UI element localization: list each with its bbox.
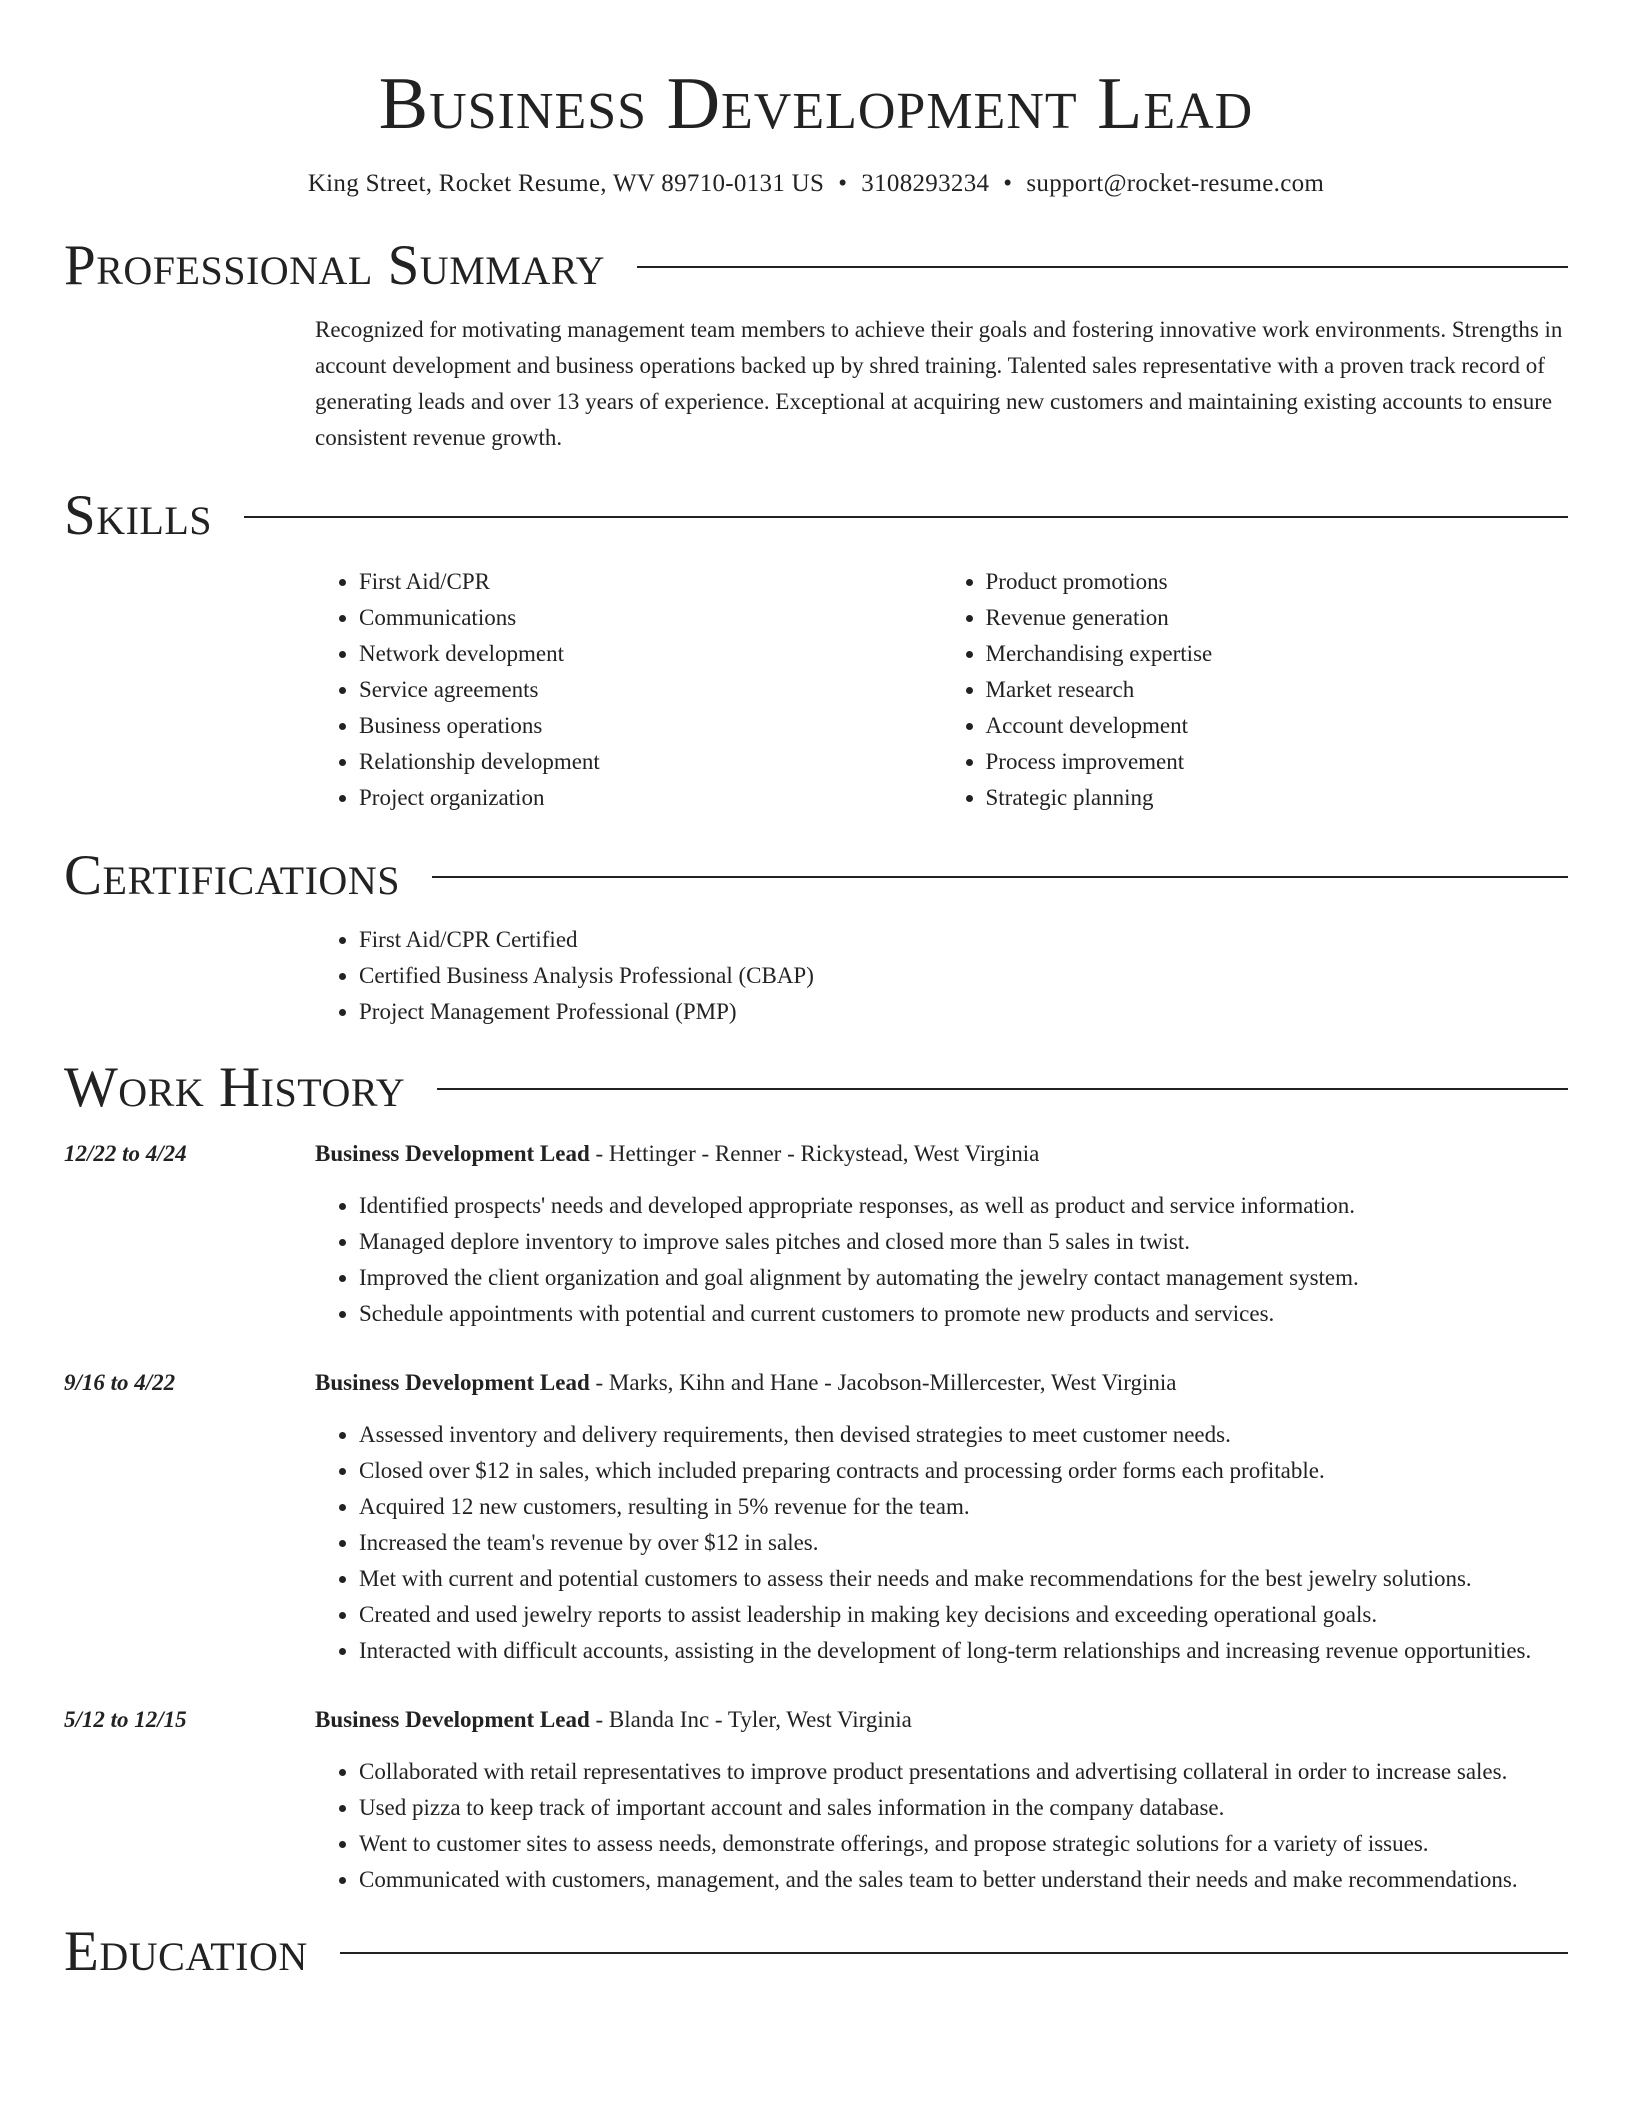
job-bullet: • Assessed inventory and delivery requirements, then devised strategies to meet customer needs. [359, 1417, 1568, 1453]
certifications-heading: Certifications [64, 844, 400, 907]
contact-address: King Street, Rocket Resume, WV 89710-0131 US [307, 170, 825, 197]
skill-item: • Communications [359, 600, 942, 636]
job-bullet: • Collaborated with retail representatives to improve product presentations and advertising collateral in order to increase sales. [359, 1754, 1568, 1790]
candidate-name: Business Development Lead [378, 63, 1254, 145]
job-bullets-wrap [315, 1754, 1568, 1898]
work-section-header [64, 1056, 1568, 1120]
skills-list-left [315, 564, 942, 816]
certifications-section-header [64, 844, 1568, 908]
job-title-line [315, 1702, 912, 1738]
section-divider [437, 1088, 1568, 1090]
skill-item: • Project organization [359, 780, 942, 816]
skill-item: • Product promotions [986, 564, 1569, 600]
job-bullet: • Met with current and potential customers to assess their needs and make recommendations for the best jewelry solutions. [359, 1561, 1568, 1597]
job-employer: - Marks, Kihn and Hane - Jacobson-Millercester, West Virginia [589, 1370, 1177, 1395]
skill-item: • Market research [986, 672, 1569, 708]
certification-item: • Project Management Professional (PMP) [359, 994, 1568, 1030]
job-bullets [315, 1754, 1568, 1898]
job-bullet: • Identified prospects' needs and developed appropriate responses, as well as product and service information. [359, 1188, 1568, 1224]
skill-item: • Strategic planning [986, 780, 1569, 816]
job-dates: 12/22 to 4/24 [64, 1141, 187, 1166]
skills-section-header [64, 484, 1568, 548]
job-bullets [315, 1188, 1568, 1332]
job-bullet: • Communicated with customers, management, and the sales team to better understand their needs and make recommendations. [359, 1862, 1568, 1898]
job-header [64, 1702, 1568, 1738]
job-title-line [315, 1365, 1176, 1401]
summary-text: Recognized for motivating management team members to achieve their goals and fostering innovative work environments. Strengths in account development and business operations backed up by shred training. Talented sales representative with a proven track record of generating leads and over 13 years of experience. Exceptional at acquiring new customers and maintaining existing accounts to ensure consistent revenue growth. [315, 317, 1563, 450]
job-bullet: • Went to customer sites to assess needs, demonstrate offerings, and propose strategic solutions for a variety of issues. [359, 1826, 1568, 1862]
summary-heading: Professional Summary [64, 234, 606, 297]
skills-heading: Skills [64, 484, 213, 547]
job-entry [64, 1136, 1568, 1332]
job-bullet: • Used pizza to keep track of important account and sales information in the company database. [359, 1790, 1568, 1826]
contact-phone: 3108293234 [861, 170, 990, 197]
section-divider [244, 516, 1568, 518]
skill-item: • Network development [359, 636, 942, 672]
certification-item: • Certified Business Analysis Professional (CBAP) [359, 958, 1568, 994]
skill-item: • Account development [986, 708, 1569, 744]
job-dates: 9/16 to 4/22 [64, 1370, 176, 1395]
job-bullets-wrap [315, 1188, 1568, 1332]
job-header [64, 1136, 1568, 1172]
contact-line [64, 168, 1568, 200]
work-heading: Work History [64, 1056, 406, 1119]
job-title: Business Development Lead [315, 1707, 590, 1732]
contact-separator: • [1003, 170, 1013, 197]
skill-item: • Service agreements [359, 672, 942, 708]
section-divider [340, 1952, 1568, 1954]
skill-item: • First Aid/CPR [359, 564, 942, 600]
job-dates: 5/12 to 12/15 [64, 1707, 187, 1732]
job-bullet: • Interacted with difficult accounts, assisting in the development of long-term relationships and increasing revenue opportunities. [359, 1633, 1568, 1669]
job-title-line [315, 1136, 1039, 1172]
contact-separator: • [838, 170, 848, 197]
section-divider [637, 266, 1568, 268]
skills-grid [315, 564, 1568, 816]
job-bullet: • Schedule appointments with potential and current customers to promote new products and services. [359, 1296, 1568, 1332]
job-entry [64, 1365, 1568, 1669]
education-heading: Education [64, 1920, 308, 1983]
job-header [64, 1365, 1568, 1401]
education-section-header [64, 1920, 1568, 1984]
job-employer: - Blanda Inc - Tyler, West Virginia [589, 1707, 912, 1732]
section-divider [432, 876, 1568, 878]
skill-item: • Process improvement [986, 744, 1569, 780]
job-entry [64, 1702, 1568, 1898]
skill-item: • Merchandising expertise [986, 636, 1569, 672]
job-bullet: • Acquired 12 new customers, resulting in 5% revenue for the team. [359, 1489, 1568, 1525]
job-bullet: • Increased the team's revenue by over $12 in sales. [359, 1525, 1568, 1561]
skills-list-right [942, 564, 1569, 816]
certifications-list [315, 922, 1568, 1030]
certifications-list-wrap [315, 922, 1568, 1030]
resume-page [64, 0, 1568, 1984]
job-bullet: • Created and used jewelry reports to assist leadership in making key decisions and exceeding operational goals. [359, 1597, 1568, 1633]
job-bullets [315, 1417, 1568, 1669]
job-bullet: • Closed over $12 in sales, which included preparing contracts and processing order forms each profitable. [359, 1453, 1568, 1489]
certification-item: • First Aid/CPR Certified [359, 922, 1568, 958]
job-employer: - Hettinger - Renner - Rickystead, West Virginia [589, 1141, 1040, 1166]
job-bullets-wrap [315, 1417, 1568, 1669]
job-title: Business Development Lead [315, 1370, 590, 1395]
job-bullet: • Managed deplore inventory to improve sales pitches and closed more than 5 sales in twist. [359, 1224, 1568, 1260]
summary-section-header [64, 234, 1568, 298]
job-bullet: • Improved the client organization and goal alignment by automating the jewelry contact management system. [359, 1260, 1568, 1296]
skill-item: • Revenue generation [986, 600, 1569, 636]
job-title: Business Development Lead [315, 1141, 590, 1166]
skill-item: • Relationship development [359, 744, 942, 780]
skill-item: • Business operations [359, 708, 942, 744]
contact-email: support@rocket-resume.com [1026, 170, 1325, 197]
